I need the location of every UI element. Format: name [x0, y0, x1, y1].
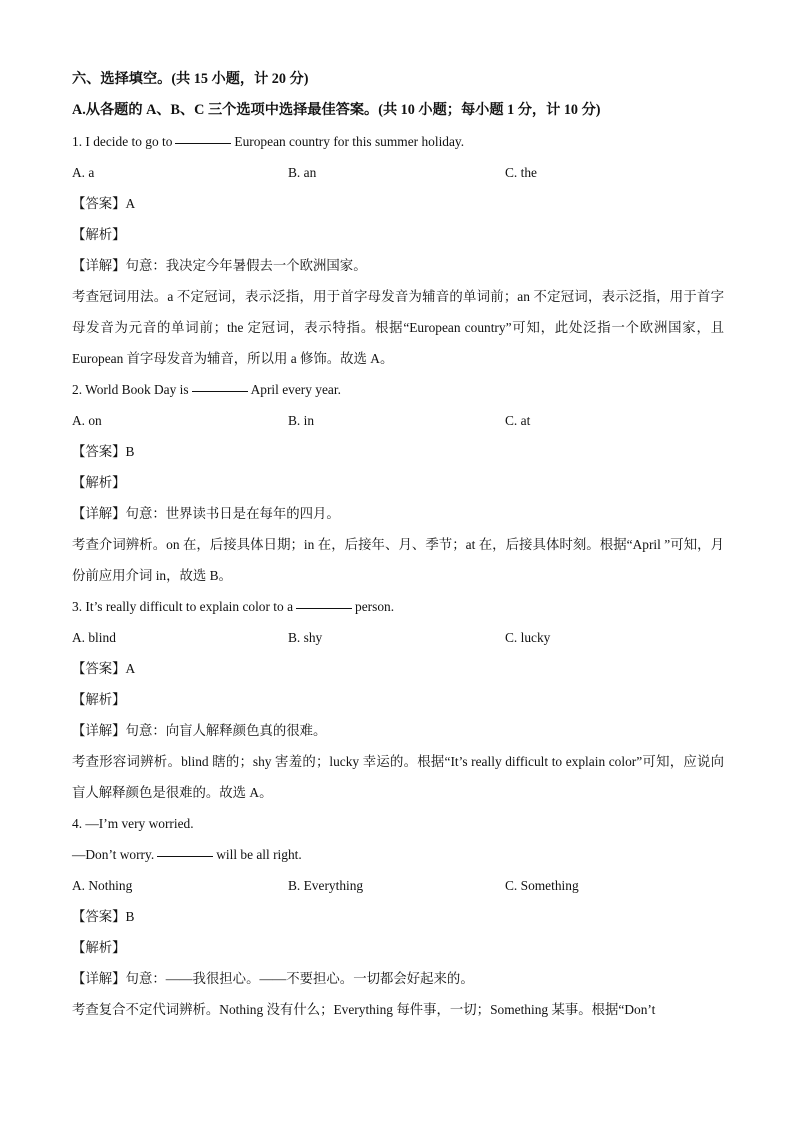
option-c: C. the: [505, 165, 537, 180]
detail-line: 【详解】句意：——我很担心。——不要担心。一切都会好起来的。: [72, 971, 474, 986]
answer-line: 【答案】A: [72, 661, 136, 676]
stem-text: April every year.: [250, 382, 341, 397]
option-a: A. on: [72, 413, 102, 428]
option-b: B. an: [288, 165, 317, 180]
explanation-paragraph: 考查形容词辨析。blind 瞎的；shy 害羞的；lucky 幸运的。根据“It’s really difficult to explain color”可知，应说向盲人解释颜色是很难的。故选 A。: [72, 754, 724, 800]
answer-blank: [192, 390, 248, 392]
options-row: [72, 870, 724, 901]
answer-line: 【答案】A: [72, 196, 136, 211]
stem-text: person.: [355, 599, 395, 614]
analysis-label: 【解析】: [72, 940, 126, 955]
option-c: C. at: [505, 413, 531, 428]
answer-blank: [296, 607, 352, 609]
question-stem-line1: 4. —I’m very worried.: [72, 816, 194, 831]
question-2: [72, 374, 724, 591]
options-row: [72, 622, 724, 653]
option-a: A. a: [72, 165, 95, 180]
document-page: [72, 64, 724, 1025]
detail-line: 【详解】句意：世界读书日是在每年的四月。: [72, 506, 340, 521]
stem-text: European country for this summer holiday.: [234, 134, 465, 149]
option-c: C. lucky: [505, 630, 551, 645]
question-stem: [72, 591, 724, 622]
option-b: B. shy: [288, 630, 323, 645]
answer-line: 【答案】B: [72, 444, 135, 459]
option-b: B. Everything: [288, 878, 364, 893]
option-a: A. Nothing: [72, 878, 133, 893]
question-stem: [72, 374, 724, 405]
stem-text: 3. It’s really difficult to explain color to a: [72, 599, 294, 614]
explanation-paragraph: 考查介词辨析。on 在，后接具体日期；in 在，后接年、月、季节；at 在，后接具体时刻。根据“April ”可知，月份前应用介词 in，故选 B。: [72, 537, 724, 583]
section-title: 六、选择填空。(共 15 小题，计 20 分): [72, 71, 309, 87]
stem-text: —Don’t worry.: [72, 847, 155, 862]
question-1: [72, 126, 724, 374]
stem-text: will be all right.: [216, 847, 302, 862]
detail-line: 【详解】句意：向盲人解释颜色真的很难。: [72, 723, 327, 738]
option-c: C. Something: [505, 878, 579, 893]
question-3: [72, 591, 724, 808]
section-subtitle: A.从各题的 A、B、C 三个选项中选择最佳答案。(共 10 小题；每小题 1 分，计 10 分): [72, 102, 601, 118]
analysis-label: 【解析】: [72, 475, 126, 490]
options-row: [72, 157, 724, 188]
answer-line: 【答案】B: [72, 909, 135, 924]
explanation-paragraph: 考查冠词用法。a 不定冠词，表示泛指，用于首字母发音为辅音的单词前；an 不定冠词，表示泛指，用于首字母发音为元音的单词前；the 定冠词，表示特指。根据“European country”可知，此处泛指一个欧洲国家，且 European 首字母发音为辅音，所以用 a 修饰。故选 A。: [72, 289, 724, 366]
stem-text: 2. World Book Day is: [72, 382, 189, 397]
question-stem: [72, 126, 724, 157]
analysis-label: 【解析】: [72, 227, 126, 242]
stem-text: 1. I decide to go to: [72, 134, 173, 149]
option-b: B. in: [288, 413, 315, 428]
option-a: A. blind: [72, 630, 116, 645]
question-4: [72, 808, 724, 1025]
detail-line: 【详解】句意：我决定今年暑假去一个欧洲国家。: [72, 258, 367, 273]
answer-blank: [157, 855, 213, 857]
answer-blank: [175, 142, 231, 144]
question-stem: [72, 839, 724, 870]
options-row: [72, 405, 724, 436]
analysis-label: 【解析】: [72, 692, 126, 707]
explanation-paragraph: 考查复合不定代词辨析。Nothing 没有什么；Everything 每件事，一切；Something 某事。根据“Don’t: [72, 1002, 656, 1017]
